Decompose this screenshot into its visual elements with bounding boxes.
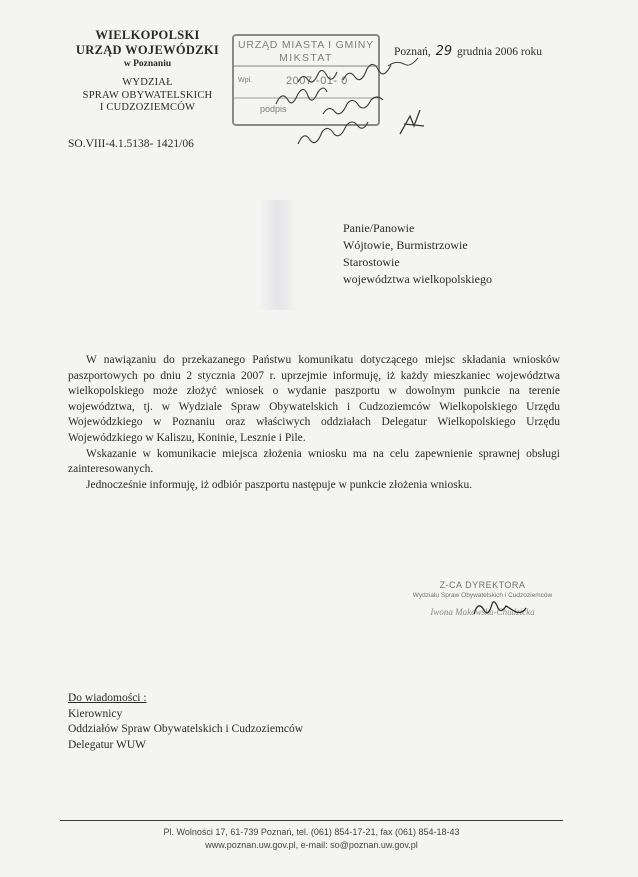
handwritten-annotation (268, 52, 443, 162)
stamp-date: 2007 -01- 0 (286, 75, 348, 87)
recipient-line: województwa wielkopolskiego (343, 272, 492, 286)
distribution-line: Delegatur WUW (68, 738, 147, 751)
letterhead-line-3: w Poznaniu (123, 59, 172, 69)
scan-shadow (258, 200, 298, 310)
stamp-town-name: MIKSTAT (279, 52, 333, 64)
department-line: I CUDZOZIEMCÓW (99, 102, 196, 113)
date-city: Poznań, (394, 46, 431, 58)
letter-date (394, 44, 542, 59)
date-day-handwritten: 29 (435, 44, 453, 59)
footer (60, 826, 563, 851)
recipients-block (343, 220, 492, 288)
recipient-line: Panie/Panowie (343, 221, 415, 235)
signatory-name: Iwona Makowska-Chudzicka (430, 607, 535, 617)
letter-body (68, 353, 560, 493)
department-line: SPRAW OBYWATELSKICH (82, 89, 213, 101)
letterhead-line-2: URZĄD WOJEWÓDZKI (75, 43, 220, 57)
department-line: WYDZIAŁ (122, 77, 173, 88)
signatory-title: Z-CA DYREKTORA (439, 580, 526, 590)
distribution-list (68, 691, 303, 753)
letterhead-line-1: WIELKOPOLSKI (95, 28, 200, 42)
footer-contact: www.poznan.uw.gov.pl, e-mail: so@poznan.uw.gov.pl (205, 839, 418, 850)
recipient-line: Wójtowie, Burmistrzowie (343, 238, 468, 252)
signature-scribble (470, 598, 530, 622)
department-name (60, 77, 235, 115)
document-reference-number: SO.VIII-4.1.5138- 1421/06 (68, 138, 194, 150)
body-paragraph-1: W nawiązaniu do przekazanego Państwu komunikatu dotyczącego miejsc składania wniosków paszportowych po dniu 2 stycznia 2007 r. uprzejmie informuję, iż każdy mieszkaniec województwa wielkopolskiego może złożyć wniosek o wydanie paszportu w dowolnym punkcie na terenie województwa, tj. w Wydziale Spraw Obywatelskich i Cudzoziemców Wielkopolskiego Urzędu Wojewódzkiego w Poznaniu oraz właściwych oddziałach Delegatur Wielkopolskiego Urzędu Wojewódzkiego w Kaliszu, Koninie, Lesznie i Pile. (68, 354, 560, 444)
stamp-signature-label: podpis (260, 104, 287, 114)
signatory-department: Wydziału Spraw Obywatelskich i Cudzoziemców (412, 592, 553, 599)
body-paragraph-3: Jednocześnie informuję, iż odbiór paszportu następuje w punkcie złożenia wniosku. (86, 478, 473, 491)
distribution-heading: Do wiadomości : (68, 692, 147, 704)
stamp-office-name: URZĄD MIASTA I GMINY (238, 39, 374, 51)
footer-divider (60, 820, 563, 821)
recipient-line: Starostowie (343, 255, 400, 269)
body-paragraph-2: Wskazanie w komunikacie miejsca złożenia wniosku ma na celu zapewnienie sprawnej obsługi zainteresowanych. (68, 447, 560, 476)
date-month-year: grudnia 2006 roku (457, 46, 542, 58)
footer-address: Pl. Wolności 17, 61-739 Poznań, tel. (061) 854-17-21, fax (061) 854-18-43 (163, 827, 460, 837)
letterhead (60, 28, 235, 115)
stamp-received-label: Wpł. (238, 77, 252, 84)
distribution-line: Kierownicy (68, 707, 123, 720)
distribution-line: Oddziałów Spraw Obywatelskich i Cudzoziemców (68, 723, 304, 736)
